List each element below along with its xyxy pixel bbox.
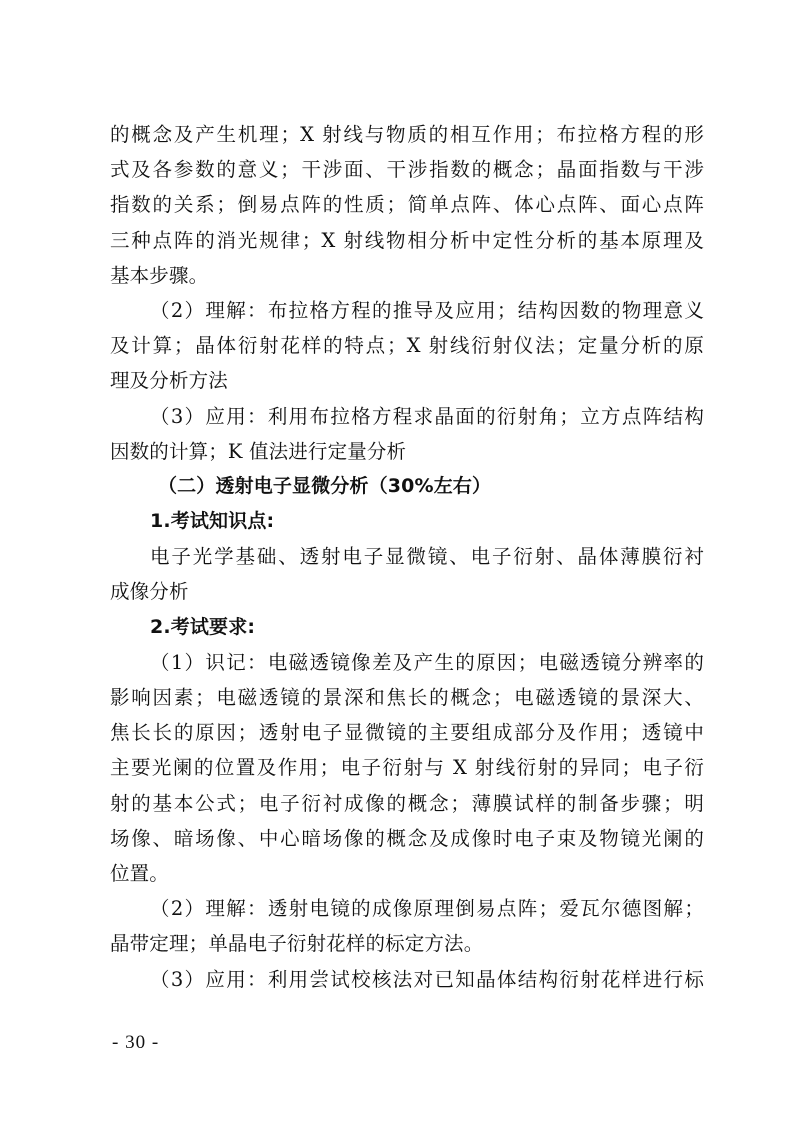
- paragraph-line: 因数的计算；K 值法进行定量分析: [110, 439, 407, 463]
- section-heading: （二）透射电子显微分析（30%左右）: [158, 474, 492, 497]
- paragraph-line: 基本步骤。: [110, 263, 209, 287]
- paragraph-line: 主要光阑的位置及作用；电子衍射与 X 射线衍射的异同；电子衍: [110, 756, 704, 780]
- subsection-heading: 2.考试要求:: [150, 615, 256, 638]
- paragraph-line: 三种点阵的消光规律；X 射线物相分析中定性分析的基本原理及: [110, 228, 704, 252]
- paragraph-line: 场像、暗场像、中心暗场像的概念及成像时电子束及物镜光阑的: [110, 826, 704, 850]
- paragraph-line: 及计算；晶体衍射花样的特点；X 射线衍射仪法；定量分析的原: [110, 334, 704, 358]
- paragraph-line: 晶带定理；单晶电子衍射花样的标定方法。: [110, 932, 484, 956]
- paragraph-line: 焦长长的原因；透射电子显微镜的主要组成部分及作用；透镜中: [110, 721, 704, 745]
- document-body: [110, 117, 704, 997]
- paragraph-line: 的概念及产生机理；X 射线与物质的相互作用；布拉格方程的形: [110, 123, 704, 146]
- paragraph-line: （3）应用：利用布拉格方程求晶面的衍射角；立方点阵结构: [150, 404, 704, 428]
- paragraph-line: 位置。: [110, 861, 169, 885]
- paragraph-line: （1）识记：电磁透镜像差及产生的原因；电磁透镜分辨率的: [150, 650, 704, 674]
- paragraph-line: （3）应用：利用尝试校核法对已知晶体结构衍射花样进行标: [150, 967, 704, 991]
- paragraph-line: 理及分析方法: [110, 369, 228, 393]
- paragraph-line: 射的基本公式；电子衍衬成像的概念；薄膜试样的制备步骤；明: [110, 791, 704, 815]
- paragraph-line: 电子光学基础、透射电子显微镜、电子衍射、晶体薄膜衍衬: [150, 545, 704, 569]
- paragraph-line: 影响因素；电磁透镜的景深和焦长的概念；电磁透镜的景深大、: [110, 686, 704, 709]
- paragraph-line: 式及各参数的意义；干涉面、干涉指数的概念；晶面指数与干涉: [110, 158, 704, 182]
- paragraph-line: （2）理解：透射电镜的成像原理倒易点阵；爱瓦尔德图解；: [150, 897, 704, 921]
- paragraph-line: 成像分析: [110, 580, 189, 604]
- paragraph-line: 指数的关系；倒易点阵的性质；简单点阵、体心点阵、面心点阵: [110, 193, 704, 217]
- paragraph-line: （2）理解：布拉格方程的推导及应用；结构因数的物理意义: [150, 298, 704, 322]
- page-number: - 30 -: [112, 1032, 160, 1053]
- subsection-heading: 1.考试知识点:: [150, 510, 275, 533]
